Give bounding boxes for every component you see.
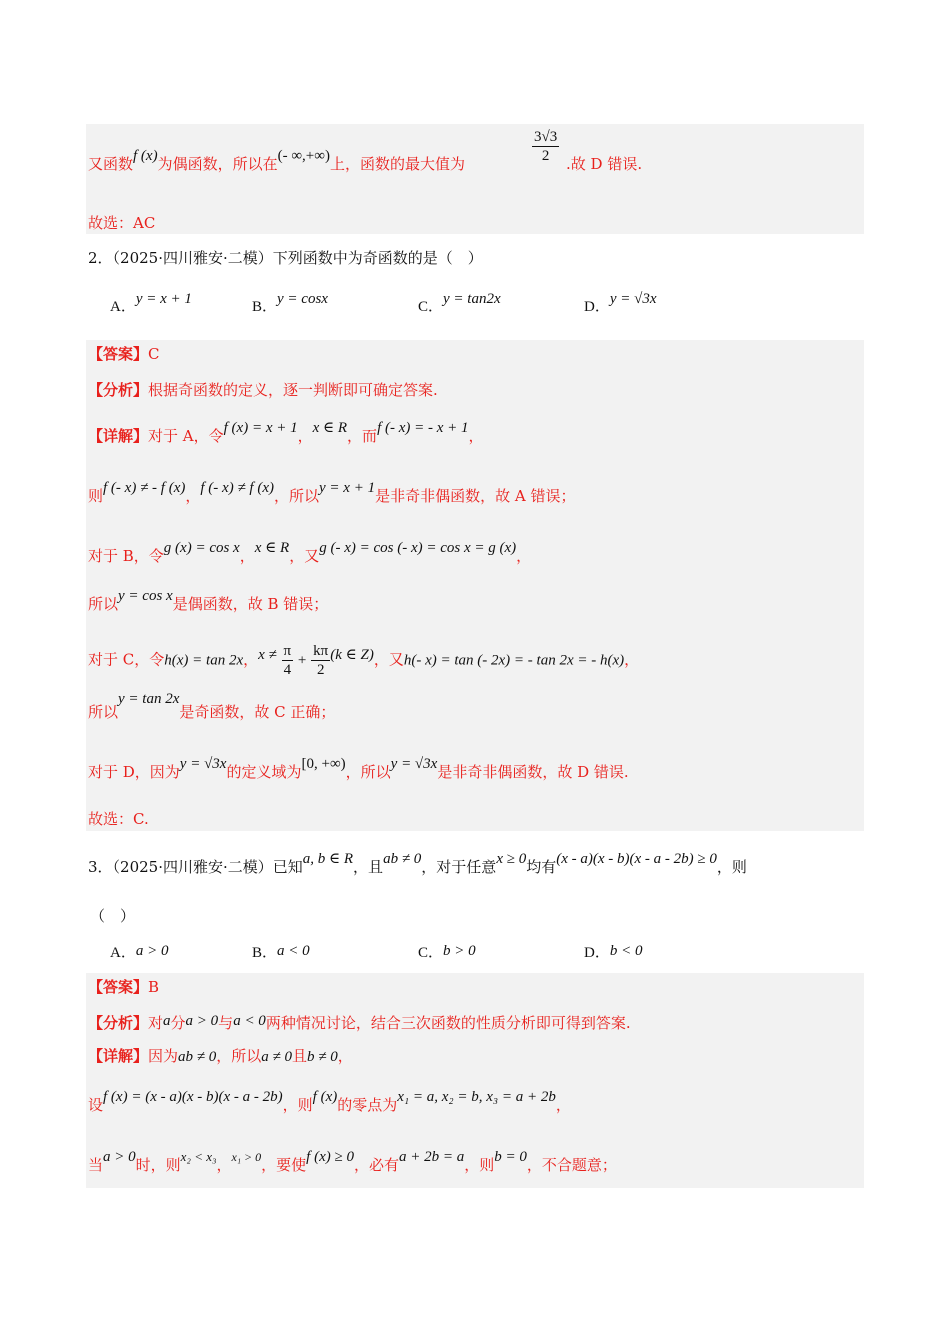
sol3-detail-1: 【详解】因为ab ≠ 0，所以a ≠ 0且b ≠ 0， <box>88 1047 353 1065</box>
sol2-answer: 【答案】C <box>88 345 160 363</box>
q3-option-b[interactable]: B．a < 0 <box>252 943 310 961</box>
sol2-detail-c: 对于 C，令h(x) = tan 2x，x ≠ $\frac{\pi}{4}$ + $\frac{k\pi}{2}$ (k ∈ Z)，又h(- x) = tan (- 2x) = - tan 2x = - h(x)， <box>88 643 640 678</box>
question-3-stem: 3．（2025·四川雅安·二模）已知a, b ∈ R，且ab ≠ 0，对于任意x ≥ 0均有(x - a)(x - b)(x - a - 2b) ≥ 0，则 <box>88 851 747 876</box>
q2-option-a[interactable]: A．y = x + 1 <box>110 291 192 315</box>
sol2-detail-c2: 所以y = tan 2x是奇函数，故 C 正确； <box>88 691 336 721</box>
sol2-detail-a2: 则f (- x) ≠ - f (x)，f (- x) ≠ f (x)，所以y = x + 1是非奇非偶函数，故 A 错误； <box>88 480 576 505</box>
sol2-detail-d: 对于 D，因为y = √3x的定义域为[0, +∞)，所以y = √3x是非奇非偶函数，故 D 错误. <box>88 756 629 781</box>
pi-over-4-fraction: $\frac{\pi}{4}$ <box>283 643 292 678</box>
q3-option-c[interactable]: C．b > 0 <box>418 943 476 961</box>
q2-option-b[interactable]: B．y = cosx <box>252 291 328 315</box>
question-3-paren: （ ） <box>90 907 136 925</box>
sol3-analysis: 【分析】对a分a > 0与a < 0两种情况讨论，结合三次函数的性质分析即可得到答案. <box>88 1013 631 1032</box>
math-interval: (- ∞,+∞) <box>277 148 330 164</box>
fraction-denominator: 2 <box>541 148 550 164</box>
max-value-fraction <box>532 128 559 165</box>
q2-option-d[interactable]: D．y = √3x <box>584 291 657 315</box>
sol2-detail-b: 对于 B，令g (x) = cos x，x ∈ R，又g (- x) = cos (- x) = cos x = g (x)， <box>88 540 532 565</box>
sol2-final: 故选：C. <box>88 810 149 828</box>
q3-option-d[interactable]: D．b < 0 <box>584 943 643 961</box>
solution-block-1 <box>86 124 864 234</box>
q2-option-c[interactable]: C．y = tan2x <box>418 291 501 315</box>
sol3-answer: 【答案】B <box>88 978 160 996</box>
sol2-detail-b2: 所以y = cos x是偶函数，故 B 错误； <box>88 588 329 613</box>
sol3-detail-3: 当a > 0时，则x₂ < x₃，$^{x_1 > 0}$，要使f (x) ≥ 0，必有a + 2b = a，则b = 0，不合题意； <box>88 1149 617 1174</box>
question-2-stem: 2．（2025·四川雅安·二模）下列函数中为奇函数的是（ ） <box>88 249 483 267</box>
block1-line1-end: .故 D 错误. <box>566 155 643 173</box>
block1-line1: 又函数f (x)为偶函数，所以在(- ∞,+∞)上，函数的最大值为 <box>88 148 465 173</box>
block1-answer: 故选：AC <box>88 214 156 232</box>
k-pi-over-2-fraction: $\frac{k\pi}{2}$ <box>313 643 329 678</box>
math-fx: f (x) <box>133 148 158 164</box>
sol2-detail-a: 【详解】对于 A，令f (x) = x + 1，x ∈ R，而f (- x) = - x + 1， <box>88 420 484 445</box>
q3-option-a[interactable]: A．a > 0 <box>110 943 169 961</box>
sol2-analysis: 【分析】根据奇函数的定义，逐一判断即可确定答案. <box>88 381 438 399</box>
fraction-numerator: 3√3 <box>534 129 558 145</box>
sol3-detail-2: 设f (x) = (x - a)(x - b)(x - a - 2b)，则f (x)的零点为x₁ = a, x₂ = b, x₃ = a + 2b， <box>88 1089 571 1114</box>
